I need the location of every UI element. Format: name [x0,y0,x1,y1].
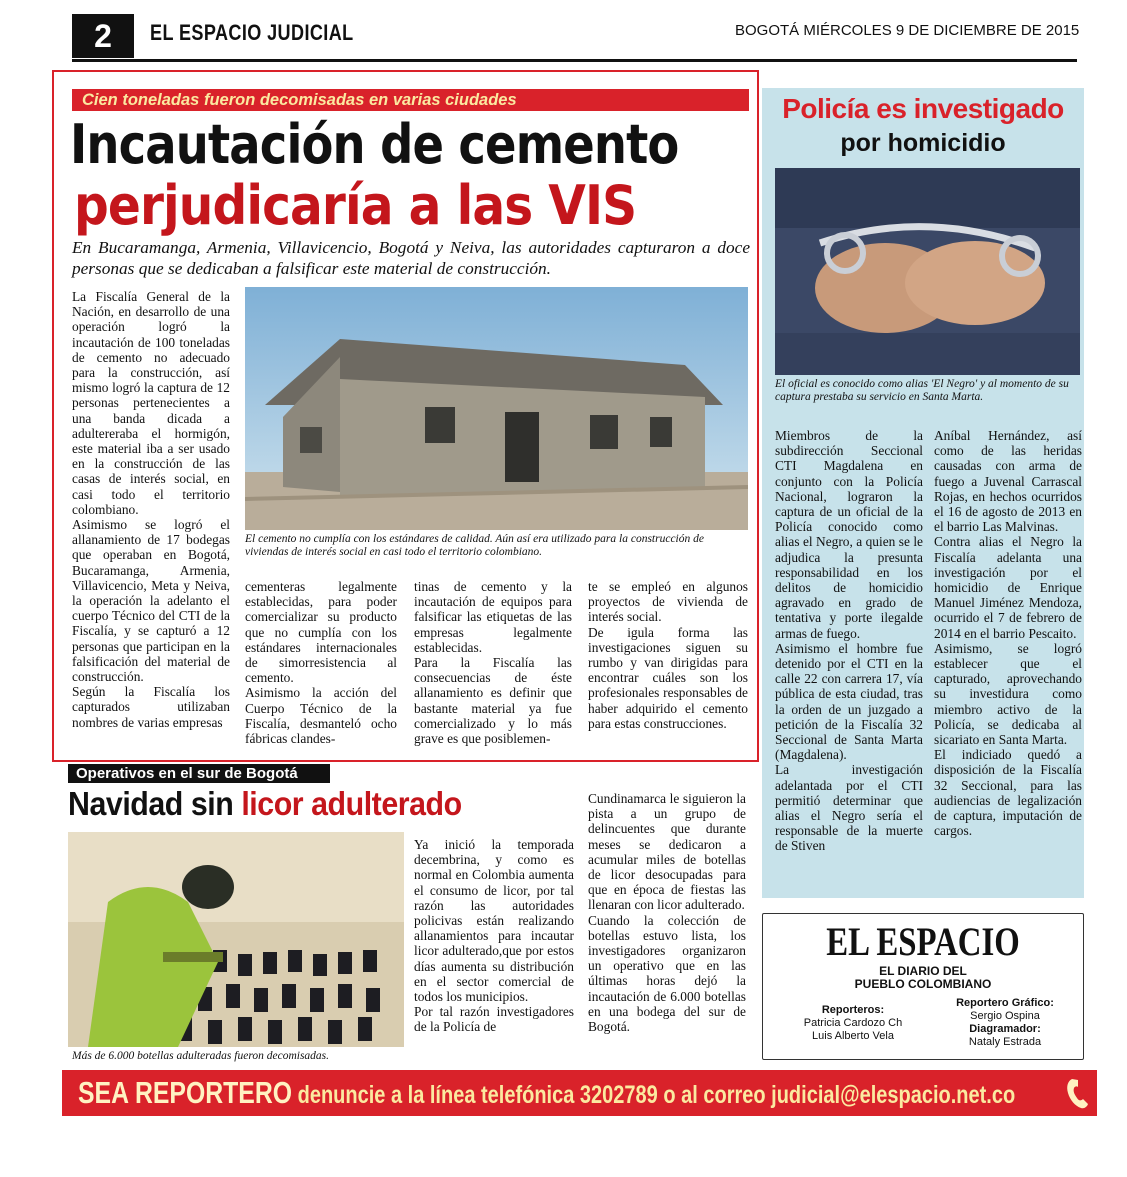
banner-phone-number: 3202789 [579,1081,658,1109]
banner-text [78,1074,1015,1114]
bottom-kicker: Operativos en el sur de Bogotá [68,764,330,783]
lead-column-2 [245,579,397,749]
bottom-headline-part1: Navidad sin [68,785,242,822]
house-image [245,287,748,530]
bottom-paragraph: Cuando la colección de botellas estuvo lista, los investigadores organizaron un operativo que en las últimas horas dejó la incautación de 6.000 botellas en una bodega del sur de Bogotá. [588,912,746,1035]
bottom-paragraph: Por tal razón investigadores de la Policía de [414,1004,574,1035]
bottom-paragraph: Ya inició la temporada decembrina, y como es normal en Colombia aumenta el consumo de licor, por tal razón las autoridades policivas están realizando allanamientos para incautar licor adulterado,que por estos días aumenta su distribución en el sector comercial de todos los municipios. [414,837,574,1005]
lead-paragraph: cementeras legalmente establecidas, para poder comercializar su producto que no cumplía con los estándares internacionales de simorresistencia al cemento. [245,579,397,686]
banner-line: denuncie a la línea telefónica [292,1081,580,1109]
banner-line: o al correo [657,1081,772,1109]
lead-column-1 [72,289,230,749]
side-paragraph: Miembros de la subdirección Seccional CTI Magdalena en conjunto con la Policía Nacional, lograron la captura de un oficial de la Policía conocido como alias el Negro, a quien se le adjudica la presunta responsabilidad en los delitos de homicidio agravado en grado de tentativa y porte ilegalde armas de fuego. [775,428,923,641]
house-photo [245,287,748,530]
banner-headline: SEA REPORTERO [78,1075,293,1110]
lead-paragraph: Asimismo la acción del Cuerpo Técnico de la Fiscalía, desmanteló ocho fábricas clandes- [245,685,397,747]
handcuff-photo-caption: El oficial es conocido como alias 'El Negro' y al momento de su captura prestaba su servicio en Santa Marta. [775,378,1069,403]
dateline: BOGOTÁ MIÉRCOLES 9 DE DICIEMBRE DE 2015 [735,22,1080,39]
staff-credit [930,997,1080,1049]
side-headline-line1: Policía es investigado [782,93,1064,124]
lead-deck: En Bucaramanga, Armenia, Villavicencio, Bogotá y Neiva, las autoridades capturaron a doce personas que se dedicaban a falsificar este material de construcción. [72,238,750,278]
liquor-photo-caption: Más de 6.000 botellas adulteradas fueron decomisadas. [72,1050,330,1062]
phone-icon [1064,1076,1092,1110]
side-paragraph: Aníbal Hernández, así como de las heridas causadas con arma de fuego a Juvenal Carrascal Rojas, en hechos ocurridos el 16 de agosto de 2013 en el barrio Las Malvinas. [934,428,1082,535]
side-paragraph: La investigación adelantada por el CTI permitió determinar que alias el Negro sería el responsable de la muerte de Stiven [775,762,923,854]
masthead-title: EL ESPACIO [826,919,1020,964]
section-title: EL ESPACIO JUDICIAL [150,20,354,45]
designer-label: Diagramador: [969,1023,1041,1035]
liquor-photo [68,832,404,1047]
side-column-2 [934,428,1082,890]
liquor-bottles-image [68,832,404,1047]
lead-headline-line2: perjudicaría a las VIS [74,174,637,237]
lead-headline-line1: Incautación de cemento [70,113,679,176]
bottom-headline-part2: licor adulterado [241,785,462,822]
side-column-1 [775,428,923,890]
lead-column-3 [414,579,572,749]
photo-reporter-label: Reportero Gráfico: [956,997,1054,1009]
lead-paragraph: De igula forma las investigaciones siguen su rumbo y van dirigidas para encontrar cuáles son los profesionales responsables de haber adquirido el cemento para estas construcciones. [588,624,748,731]
lead-kicker: Cien toneladas fueron decomisadas en varias ciudades [72,89,749,111]
header-rule [72,59,1077,62]
bottom-headline [68,785,462,823]
page-number: 2 [72,14,134,58]
reporters-credit [778,1004,928,1043]
masthead-subtitle-line2: PUEBLO COLOMBIANO [854,977,992,991]
side-paragraph: Asimismo, se logró establecer que el capturado, aprovechando su investidura como miembro activo de la Policía, se dedicaba al sicariato en Santa Marta. [934,640,1082,748]
side-paragraph: El indiciado quedó a disposición de la Fiscalía 32 Seccional, para las audiencias de legalización de captura, imputación de cargos. [934,747,1082,839]
masthead-subtitle-line1: EL DIARIO DEL [879,964,967,978]
house-photo-caption: El cemento no cumplía con los estándares de calidad. Aún así era utilizado para la construcción de viviendas de interés social en casi todo el territorio colombiano. [245,533,704,558]
banner-email: judicial@elespacio.net.co [771,1081,1016,1109]
handcuff-image [775,168,1080,375]
lead-paragraph: tinas de cemento y la incautación de equipos para falsificar las etiquetas de las empresas legalmente establecidas. [414,579,572,655]
side-paragraph: Asimismo el hombre fue detenido por el CTI en la calle 22 con carrera 17, vía pública de esta ciudad, tras la orden de un juzgado a petición de la Fiscalía 32 Seccional de Santa Marta (Magdalena). [775,640,923,763]
designer-name: Nataly Estrada [968,1036,1042,1048]
reporter-name: Patricia Cardozo Ch [803,1017,903,1029]
handcuff-photo [775,168,1080,375]
photo-reporter-name: Sergio Ospina [970,1010,1040,1022]
side-headline-line2: por homicidio [840,129,1006,157]
masthead-subtitle [762,965,1084,991]
side-paragraph: Contra alias el Negro la Fiscalía adelanta una investigación por el homicidio de Enrique Manuel Jiménez Mendoza, ocurrido el 7 de febrero de 2014 en el barrio Pescaito. [934,534,1082,641]
lead-paragraph: Según la Fiscalía los capturados utilizaban nombres de varias empresas [72,684,230,730]
lead-paragraph: Asimismo se logró el allanamiento de 17 bodegas que operaban en Bogotá, Bucaramanga, Armenia, Villavicencio, Meta y Neiva, la operación la adelanto el cuerpo Técnico del CTI de la Fiscalía, y se capturó a 12 personas que participan en la falsificación del material de construcción. [72,517,230,685]
lead-paragraph: La Fiscalía General de la Nación, en desarrollo de una operación logró la incautación de 100 toneladas de cemento no adecuado para la construcción, así mismo logró la captura de 12 personas pertenecientes a una banda dicada a adultereraba el hormigón, este material iba a ser usado en la construcción de las casas de interés social, en casi todo el territorio colombiano. [72,289,230,517]
reporters-label: Reporteros: [821,1004,885,1016]
reporter-name: Luis Alberto Vela [812,1030,894,1042]
lead-paragraph: te se empleó en algunos proyectos de vivienda de interés social. [588,579,748,625]
bottom-paragraph: Cundinamarca le siguieron la pista a un grupo de delincuentes que durante meses se dedicaron a acumular miles de botellas de licor desocupadas para que en época de fiestas las llenaran con licor adulterado. [588,791,746,913]
lead-column-4 [588,579,748,749]
bottom-column-1 [414,837,574,1067]
lead-paragraph: Para la Fiscalía las consecuencias de éste allanamiento es definir que bastante material ya fue comercializado y lo más grave es que posiblemen- [414,655,572,747]
bottom-column-2 [588,791,746,1067]
